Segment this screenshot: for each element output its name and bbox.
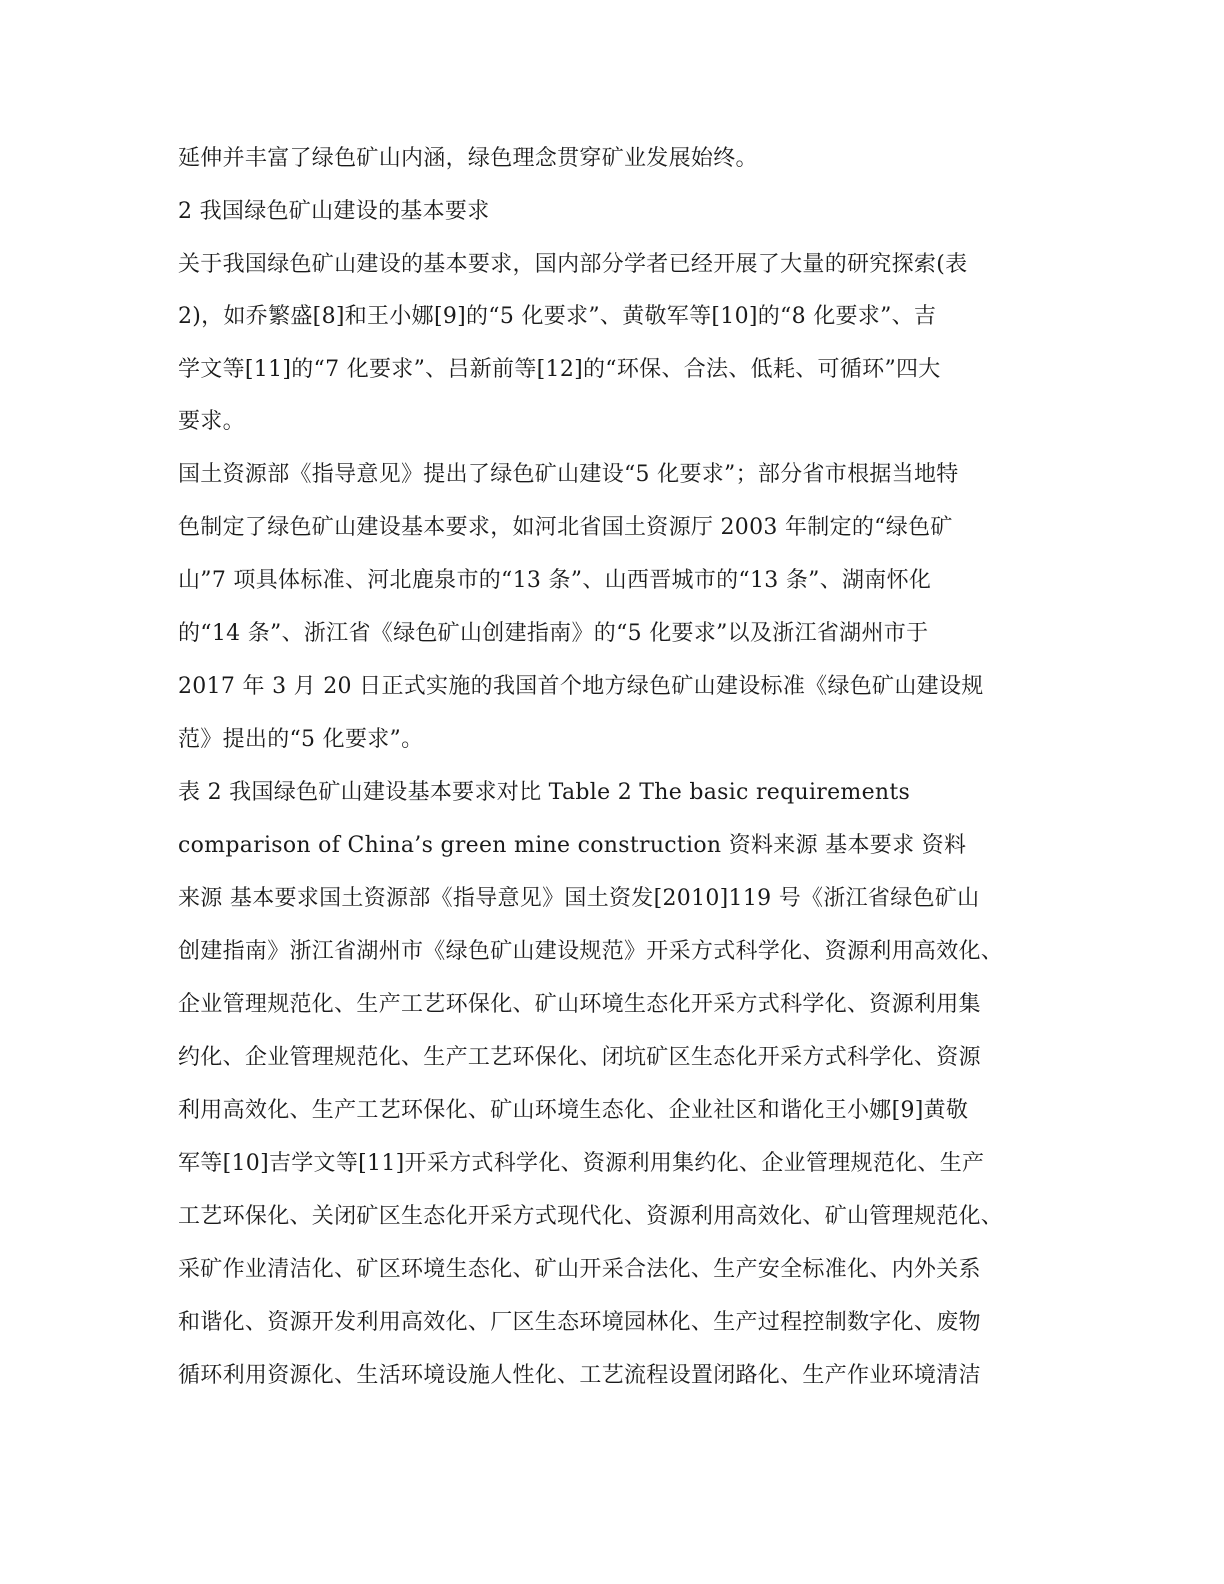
text-line: 约化、企业管理规范化、生产工艺环保化、闭坑矿区生态化开采方式科学化、资源 (178, 1045, 981, 1070)
text-line: comparison of China’s green mine construction 资料来源 基本要求 资料 (178, 833, 967, 858)
text-line: 循环利用资源化、生活环境设施人性化、工艺流程设置闭路化、生产作业环境清洁 (178, 1363, 981, 1388)
text-line: 来源 基本要求国土资源部《指导意见》国土资发[2010]119 号《浙江省绿色矿山 (178, 886, 980, 911)
text-line: 范》提出的“5 化要求”。 (178, 727, 424, 752)
text-line: 工艺环保化、关闭矿区生态化开采方式现代化、资源利用高效化、矿山管理规范化、 (178, 1204, 1004, 1229)
text-line: 关于我国绿色矿山建设的基本要求，国内部分学者已经开展了大量的研究探索(表 (178, 252, 968, 277)
table-caption: 表 2 我国绿色矿山建设基本要求对比 Table 2 The basic requirements (178, 780, 911, 805)
text-line: 采矿作业清洁化、矿区环境生态化、矿山开采合法化、生产安全标准化、内外关系 (178, 1257, 981, 1282)
text-line: 军等[10]吉学文等[11]开采方式科学化、资源利用集约化、企业管理规范化、生产 (178, 1151, 985, 1176)
text-line: 创建指南》浙江省湖州市《绿色矿山建设规范》开采方式科学化、资源利用高效化、 (178, 939, 1004, 964)
text-line: 和谐化、资源开发利用高效化、厂区生态环境园林化、生产过程控制数字化、废物 (178, 1310, 981, 1335)
text-line: 2)，如乔繁盛[8]和王小娜[9]的“5 化要求”、黄敬军等[10]的“8 化要求”、吉 (178, 304, 937, 329)
text-line: 要求。 (178, 409, 245, 434)
text-line: 的“14 条”、浙江省《绿色矿山创建指南》的“5 化要求”以及浙江省湖州市于 (178, 621, 929, 646)
text-line: 企业管理规范化、生产工艺环保化、矿山环境生态化开采方式科学化、资源利用集 (178, 992, 981, 1017)
text-line: 延伸并丰富了绿色矿山内涵，绿色理念贯穿矿业发展始终。 (178, 146, 758, 171)
text-line: 色制定了绿色矿山建设基本要求，如河北省国土资源厅 2003 年制定的“绿色矿 (178, 515, 953, 540)
text-line: 山”7 项具体标准、河北鹿泉市的“13 条”、山西晋城市的“13 条”、湖南怀化 (178, 568, 932, 593)
text-line: 利用高效化、生产工艺环保化、矿山环境生态化、企业社区和谐化王小娜[9]黄敬 (178, 1098, 969, 1123)
text-line: 2017 年 3 月 20 日正式实施的我国首个地方绿色矿山建设标准《绿色矿山建设规 (178, 674, 984, 699)
section-heading: 2 我国绿色矿山建设的基本要求 (178, 199, 490, 224)
text-line: 学文等[11]的“7 化要求”、吕新前等[12]的“环保、合法、低耗、可循环”四大 (178, 357, 941, 382)
text-line: 国土资源部《指导意见》提出了绿色矿山建设“5 化要求”；部分省市根据当地特 (178, 462, 959, 487)
